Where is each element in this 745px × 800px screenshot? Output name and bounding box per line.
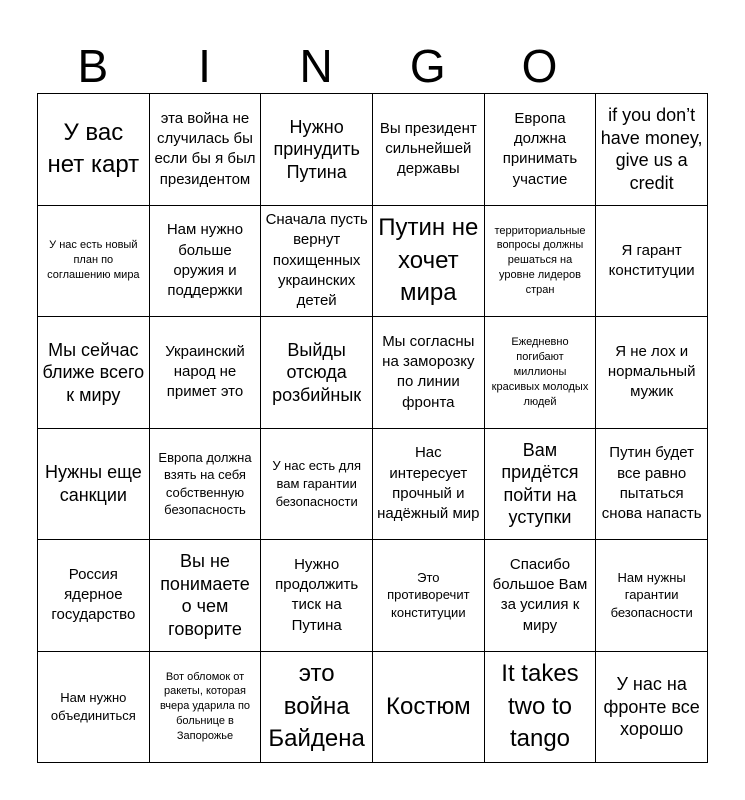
title-letter-n: N — [299, 40, 333, 92]
bingo-cell[interactable]: if you don’t have money, give us a credit — [596, 94, 708, 206]
bingo-cell[interactable]: это война Байдена — [261, 652, 373, 764]
title-letter-b: B — [77, 40, 109, 92]
bingo-cell[interactable]: Мы сейчас ближе всего к миру — [38, 317, 150, 429]
bingo-cell[interactable]: Нам нужно больше оружия и поддержки — [150, 206, 262, 318]
bingo-cell[interactable]: Вы не понимаете о чем говорите — [150, 540, 262, 652]
bingo-cell[interactable]: Мы согласны на заморозку по линии фронта — [373, 317, 485, 429]
bingo-cell[interactable]: Нам нужны гарантии безопасности — [596, 540, 708, 652]
bingo-cell[interactable]: Вы президент сильнейшей державы — [373, 94, 485, 206]
bingo-cell[interactable]: Нас интересует прочный и надёжный мир — [373, 429, 485, 541]
bingo-cell[interactable]: Нам нужно объединиться — [38, 652, 150, 764]
bingo-cell[interactable]: эта война не случилась бы если бы я был президентом — [150, 94, 262, 206]
bingo-cell[interactable]: Ежедневно погибают миллионы красивых молодых людей — [485, 317, 597, 429]
bingo-cell[interactable]: Я не лох и нормальный мужик — [596, 317, 708, 429]
title-letter-g: G — [409, 40, 446, 92]
bingo-cell[interactable]: У нас есть для вам гарантии безопасности — [261, 429, 373, 541]
bingo-cell[interactable]: It takes two to tango — [485, 652, 597, 764]
bingo-cell[interactable]: Я гарант конституции — [596, 206, 708, 318]
bingo-cell[interactable]: Россия ядерное государство — [38, 540, 150, 652]
title-spacer — [595, 38, 707, 94]
bingo-cell[interactable]: Нужны еще санкции — [38, 429, 150, 541]
bingo-cell[interactable]: Спасибо большое Вам за усилия к миру — [485, 540, 597, 652]
bingo-cell[interactable]: Сначала пусть вернут похищенных украинских детей — [261, 206, 373, 318]
bingo-cell[interactable]: Европа должна принимать участие — [485, 94, 597, 206]
bingo-cell[interactable]: Нужно принудить Путина — [261, 94, 373, 206]
bingo-cell[interactable]: Это противоречит конституции — [373, 540, 485, 652]
bingo-cell[interactable]: территориальные вопросы должны решаться на уровне лидеров стран — [485, 206, 597, 318]
bingo-cell[interactable]: Нужно продолжить тиск на Путина — [261, 540, 373, 652]
bingo-cell[interactable]: Путин будет все равно пытаться снова напасть — [596, 429, 708, 541]
bingo-cell[interactable]: Выйды отсюда розбийнык — [261, 317, 373, 429]
bingo-cell[interactable]: У вас нет карт — [38, 94, 150, 206]
bingo-cell[interactable]: Костюм — [373, 652, 485, 764]
bingo-cell[interactable]: Вам придётся пойти на уступки — [485, 429, 597, 541]
bingo-grid — [37, 93, 708, 763]
bingo-cell[interactable]: Европа должна взять на себя собственную безопасность — [150, 429, 262, 541]
bingo-cell[interactable]: Украинский народ не примет это — [150, 317, 262, 429]
bingo-cell[interactable]: У нас на фронте все хорошо — [596, 652, 708, 764]
bingo-cell[interactable]: Путин не хочет мира — [373, 206, 485, 318]
title-letter-o: O — [521, 40, 558, 92]
bingo-cell[interactable]: Вот обломок от ракеты, которая вчера ударила по больнице в Запорожье — [150, 652, 262, 764]
title-letter-i: I — [198, 40, 211, 92]
bingo-cell[interactable]: У нас есть новый план по соглашению мира — [38, 206, 150, 318]
bingo-title — [37, 38, 707, 94]
